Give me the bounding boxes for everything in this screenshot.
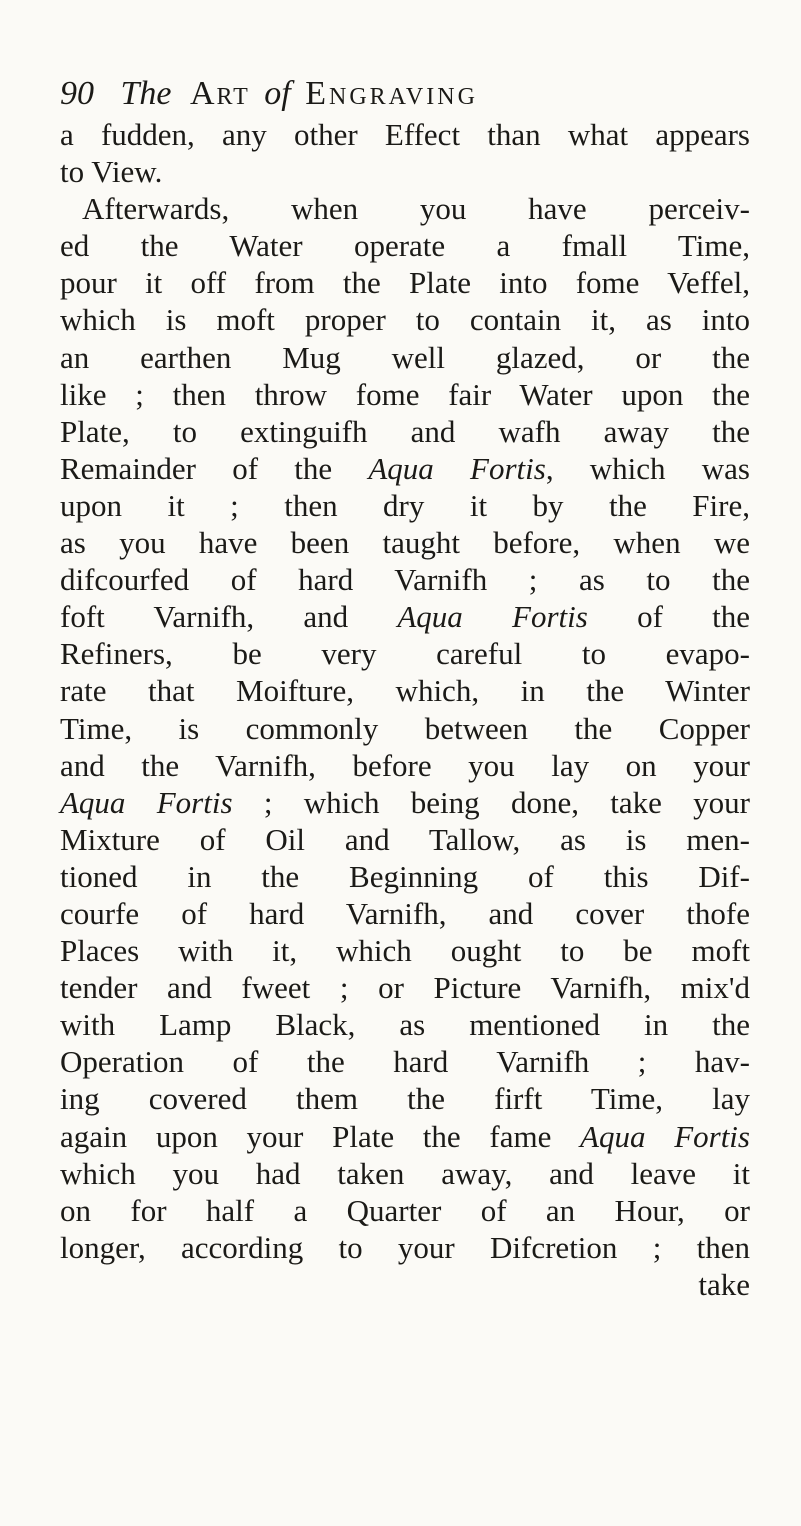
text-line xyxy=(60,858,750,895)
text-segment: courfe of hard Varnifh, and cover thofe xyxy=(60,895,750,931)
body-text xyxy=(60,116,750,1303)
text-line xyxy=(60,264,750,301)
text-line xyxy=(60,1192,750,1229)
text-line xyxy=(60,1006,750,1043)
text-segment: pour it off from the Plate into fome Veffel, xyxy=(60,265,750,301)
text-line xyxy=(60,339,750,376)
text-segment: again upon your Plate the fame xyxy=(60,1118,581,1154)
italic-segment: Aqua Fortis xyxy=(60,784,233,820)
header-the: The xyxy=(120,75,172,112)
text-segment: Remainder of the xyxy=(60,450,369,486)
text-line xyxy=(60,153,750,190)
text-line xyxy=(60,932,750,969)
text-segment: tioned in the Beginning of this Dif- xyxy=(60,858,750,894)
text-segment: to View. xyxy=(60,154,163,190)
text-line xyxy=(60,1229,750,1266)
text-segment: difcourfed of hard Varnifh ; as to the xyxy=(60,562,750,598)
text-segment: ; which being done, take your xyxy=(232,784,750,820)
text-segment: of the xyxy=(587,599,750,635)
text-line xyxy=(60,784,750,821)
text-line xyxy=(60,635,750,672)
text-segment: ed the Water operate a fmall Time, xyxy=(60,228,750,264)
text-segment: with Lamp Black, as mentioned in the xyxy=(60,1007,750,1043)
italic-segment: Aqua Fortis xyxy=(580,1118,750,1154)
text-segment: which you had taken away, and leave it xyxy=(60,1155,750,1191)
text-line xyxy=(60,413,750,450)
text-line xyxy=(60,450,750,487)
text-line xyxy=(60,672,750,709)
text-segment: rate that Moifture, which, in the Winter xyxy=(60,673,750,709)
italic-segment: Aqua Fortis xyxy=(368,450,546,486)
running-header xyxy=(60,74,750,114)
text-segment: Afterwards, when you have perceiv- xyxy=(82,191,750,227)
text-line xyxy=(60,301,750,338)
text-line xyxy=(60,227,750,264)
page-number: 90 xyxy=(60,75,94,112)
text-segment: a fudden, any other Effect than what appears xyxy=(60,117,750,152)
header-of: of xyxy=(264,75,291,112)
header-art: Art xyxy=(190,75,250,112)
text-line xyxy=(60,747,750,784)
text-line xyxy=(60,969,750,1006)
text-line xyxy=(60,487,750,524)
text-segment: an earthen Mug well glazed, or the xyxy=(60,339,750,375)
text-segment: foft Varnifh, and xyxy=(60,599,398,635)
text-segment: which is moft proper to contain it, as into xyxy=(60,302,750,338)
text-line xyxy=(60,190,750,227)
text-segment: like ; then throw fome fair Water upon the xyxy=(60,376,750,412)
text-line xyxy=(60,710,750,747)
text-line xyxy=(60,598,750,635)
text-segment: longer, according to your Difcretion ; then xyxy=(60,1229,750,1265)
text-segment: Operation of the hard Varnifh ; hav- xyxy=(60,1044,750,1080)
text-line xyxy=(60,1118,750,1155)
text-segment: Time, is commonly between the Copper xyxy=(60,710,750,746)
header-engraving: Engraving xyxy=(305,75,478,112)
text-line xyxy=(60,1080,750,1117)
text-segment: Mixture of Oil and Tallow, as is men- xyxy=(60,821,750,857)
text-line xyxy=(60,561,750,598)
text-line xyxy=(60,1155,750,1192)
text-segment: Refiners, be very careful to evapo- xyxy=(60,636,750,672)
text-segment: tender and fweet ; or Picture Varnifh, mix'd xyxy=(60,970,750,1006)
catchword: take xyxy=(698,1266,750,1302)
text-line xyxy=(60,376,750,413)
italic-segment: Aqua Fortis xyxy=(397,599,588,635)
text-line xyxy=(60,524,750,561)
text-line xyxy=(60,895,750,932)
text-line xyxy=(60,116,750,153)
text-segment: as you have been taught before, when we xyxy=(60,525,750,561)
text-segment: and the Varnifh, before you lay on your xyxy=(60,747,750,783)
text-segment: upon it ; then dry it by the Fire, xyxy=(60,487,750,523)
text-segment: on for half a Quarter of an Hour, or xyxy=(60,1192,750,1228)
text-segment: Plate, to extinguifh and wafh away the xyxy=(60,413,750,449)
text-segment: , which was xyxy=(545,450,750,486)
text-line xyxy=(60,821,750,858)
text-line xyxy=(60,1043,750,1080)
text-segment: Places with it, which ought to be moft xyxy=(60,933,750,969)
text-segment: ing covered them the firft Time, lay xyxy=(60,1081,750,1117)
